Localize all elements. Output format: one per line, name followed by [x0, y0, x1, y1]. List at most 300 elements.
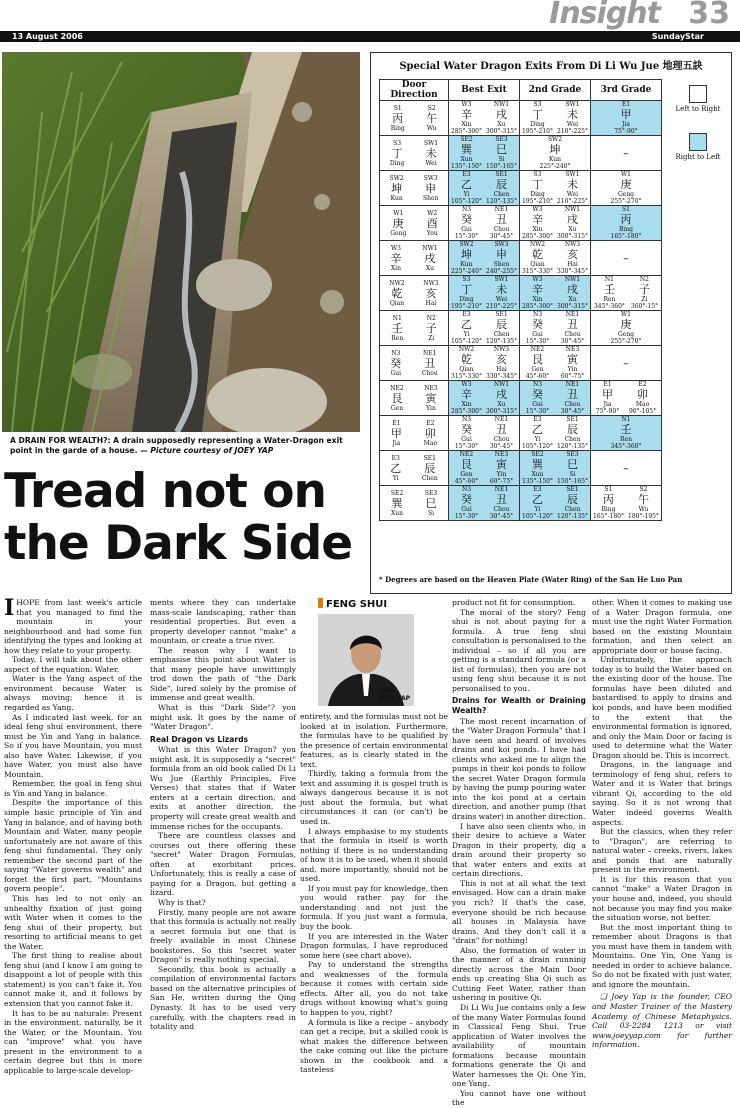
legend-rtl-label: Right to Left — [675, 153, 721, 161]
palace-character: 戌 — [496, 388, 507, 401]
cell-entries — [591, 416, 661, 450]
palace-entry — [623, 357, 629, 370]
table-cell-door — [380, 381, 449, 416]
palace-character: 丁 — [391, 146, 403, 160]
palace-pinyin: Yin — [426, 404, 436, 412]
article-column-2 — [150, 598, 296, 1032]
paragraph-text: other. When it comes to making use of a Water Dragon formula, one must use the right Water Formation based on the existing Mountain formation, and then select an appropriate door or house facing. — [592, 598, 732, 655]
palace-degrees: 120°-135° — [557, 443, 588, 450]
palace-pinyin: Gen — [531, 366, 544, 373]
palace-character: 壬 — [603, 283, 615, 296]
palace-degrees: 105°-120° — [522, 443, 553, 450]
palace-code: SW3 — [494, 241, 509, 248]
table-cell-third — [591, 171, 662, 206]
table-cell-third — [591, 136, 662, 171]
palace-character: 丑 — [424, 356, 436, 370]
cell-entries — [591, 171, 661, 205]
palace-entry — [522, 101, 553, 135]
palace-entry — [486, 311, 517, 345]
palace-character: 巽 — [532, 458, 543, 471]
cell-entries — [591, 357, 661, 370]
palace-code: N3 — [461, 416, 472, 423]
palace-entry — [390, 385, 403, 412]
palace-character: 午 — [426, 111, 438, 125]
palace-pinyin: Qian — [389, 299, 405, 307]
palace-pinyin: Zi — [641, 296, 648, 303]
cell-entries — [591, 381, 661, 415]
cell-entries — [591, 276, 661, 310]
palace-character: 乙 — [532, 423, 543, 436]
palace-degrees: 105°-120° — [522, 513, 553, 520]
table-row — [380, 101, 662, 136]
palace-code: W3 — [532, 276, 543, 283]
palace-degrees: 30°-45° — [489, 443, 514, 450]
palace-degrees: 15°-30° — [454, 513, 479, 520]
palace-code: SW1 — [565, 101, 580, 108]
paragraph-text: product not fit for consumption. — [452, 598, 576, 607]
palace-code: NE3 — [494, 451, 509, 458]
palace-degrees: 330°-345° — [557, 268, 588, 275]
headline — [4, 466, 364, 570]
palace-character: 卯 — [424, 426, 436, 440]
palace-pinyin: Chen — [564, 506, 581, 513]
palace-character: 庚 — [620, 318, 632, 331]
palace-pinyin: Jia — [622, 121, 630, 128]
legend-left-to-right — [663, 85, 733, 113]
palace-pinyin: Ren — [620, 436, 632, 443]
feng-shui-column-box — [318, 598, 418, 708]
palace-degrees: 150°-165° — [557, 478, 588, 485]
palace-degrees: 195°-210° — [522, 128, 553, 135]
table-cell-door — [380, 346, 449, 381]
palace-code: N3 — [461, 486, 472, 493]
palace-code: SE2 — [531, 451, 544, 458]
legend-swatch-blue — [689, 133, 707, 151]
palace-entry — [422, 350, 438, 377]
table-cell-second — [520, 381, 591, 416]
palace-character: 丙 — [392, 111, 404, 125]
palace-entry — [451, 136, 482, 170]
palace-code: SE1 — [495, 171, 508, 178]
palace-pinyin: Chen — [421, 474, 438, 482]
cell-entries — [591, 147, 661, 160]
paper-name: SundayStar — [651, 32, 704, 41]
table-cell-second — [520, 346, 591, 381]
header-third: 3rd Grade — [591, 80, 662, 101]
palace-entry — [486, 241, 517, 275]
palace-code: W1 — [621, 311, 631, 318]
palace-pinyin: Gui — [532, 331, 543, 338]
paragraph — [4, 1009, 142, 1076]
paragraph-text: The first thing to realise about feng shui (and I know I am going to disappoint a lot of people with this statement) is you can't fake it. You cannot make it, and it follows by extension that you cannot fake it. — [4, 951, 142, 1008]
palace-pinyin: Gui — [461, 436, 472, 443]
palace-character: 庚 — [392, 216, 404, 230]
palace-character: 丑 — [495, 493, 507, 506]
paragraph-text: Drains for Wealth or Draining Wealth? — [452, 696, 586, 716]
palace-pinyin: Wu — [638, 506, 649, 513]
palace-pinyin: Gen — [390, 404, 404, 412]
cell-entries — [520, 206, 590, 240]
headline-line-2: the Dark Side — [4, 516, 353, 571]
palace-degrees: 285°-300° — [451, 128, 482, 135]
palace-code: SE3 — [495, 136, 508, 143]
palace-code: NE1 — [423, 349, 437, 357]
palace-degrees: 75°-90° — [614, 128, 638, 135]
palace-degrees: 330°-345° — [486, 373, 517, 380]
legend-right-to-left — [663, 133, 733, 161]
paragraph — [300, 1018, 448, 1075]
table-row — [380, 486, 662, 521]
palace-character: 坤 — [549, 143, 561, 156]
palace-code: E2 — [426, 419, 435, 427]
palace-entry — [611, 206, 642, 240]
palace-pinyin: Gui — [461, 226, 472, 233]
palace-entry — [391, 420, 402, 447]
table-cell-door — [380, 276, 449, 311]
palace-entry — [561, 311, 584, 345]
palace-code: E1 — [621, 101, 631, 108]
table-cell-second — [520, 241, 591, 276]
paragraph-text: ments where they can undertake mass-scale landscaping, rather than residential properties. But even a property developer cannot "make" a mountain, or create a true river. — [150, 598, 296, 646]
palace-entry — [557, 451, 588, 485]
header-second: 2nd Grade — [520, 80, 591, 101]
palace-entry — [526, 346, 549, 380]
palace-pinyin: Hai — [425, 299, 437, 307]
paragraph — [150, 965, 296, 1032]
table-cell-third — [591, 416, 662, 451]
palace-character: 寅 — [495, 458, 507, 471]
palace-character: 甲 — [390, 426, 402, 440]
palace-character: 艮 — [391, 391, 403, 405]
article-column-1 — [4, 595, 142, 1075]
table-cell-best — [449, 381, 520, 416]
paragraph-text: The most recent incarnation of the "Water Dragon Formula" that I have seen and heard of involves drains and koi ponds. I have had clients who asked me to align the pumps in their koi ponds to follow the secret Water Dragon formula by having the pump pouring water into the koi pond at a certain direction, and another pump (that drains water) in another direction. — [452, 716, 586, 822]
paragraph-text: I always emphasise to my students that the formula in itself is worth nothing if there is no understanding of how it is to be used, when it should and, more importantly, should not be used. — [300, 826, 448, 884]
palace-entry — [561, 346, 584, 380]
palace-character: 戌 — [424, 251, 436, 265]
palace-code: SW1 — [494, 276, 509, 283]
palace-code: SE1 — [495, 311, 508, 318]
paragraph — [4, 894, 142, 951]
palace-character: 丁 — [461, 283, 472, 296]
palace-pinyin: Ding — [459, 296, 474, 303]
palace-code: SE2 — [460, 136, 473, 143]
palace-character: 辛 — [461, 108, 472, 121]
cell-entries — [380, 350, 448, 377]
palace-code: NE2 — [459, 451, 474, 458]
paragraph-text: What is this Water Dragon? you might ask. It is supposedly a "secret" formula from an old book called Di Li Wu Jue (Earthly Principles, Five Verses) that states that if Water enters at a certain direction, and exits at another direction, the property will create great wealth and immense riches for the occupants. — [150, 745, 296, 831]
palace-pinyin: Xu — [568, 296, 577, 303]
cell-entries — [449, 416, 519, 450]
palace-character: 辰 — [567, 423, 578, 436]
palace-code: NW1 — [493, 101, 510, 108]
palace-entry — [631, 276, 658, 310]
palace-code: N1 — [621, 416, 631, 423]
palace-pinyin: Yi — [463, 191, 470, 198]
palace-degrees: 285°-300° — [522, 233, 553, 240]
cell-entries — [380, 280, 448, 307]
palace-entry — [390, 350, 401, 377]
cell-entries — [380, 490, 448, 517]
cell-entries — [591, 311, 661, 345]
palace-pinyin: Ren — [391, 334, 404, 342]
palace-degrees: 150°-165° — [486, 163, 517, 170]
paragraph — [4, 779, 142, 798]
author-name: JOEY YAP — [379, 695, 410, 702]
palace-pinyin: Wei — [425, 159, 437, 167]
palace-character: 寅 — [566, 353, 578, 366]
palace-code: SE1 — [566, 416, 579, 423]
palace-character: 壬 — [620, 423, 632, 436]
palace-degrees: 195°-210° — [522, 198, 553, 205]
cell-entries — [520, 136, 590, 170]
paragraph-text: ❏ Joey Yap is the founder, CEO and Master Trainer of the Mastery Academy of Chinese Metaphysics. Call 03-2284 1213 or visit www.joeyyap.com for further information. — [592, 992, 732, 1050]
palace-pinyin: Chen — [564, 436, 581, 443]
table-cell-best — [449, 136, 520, 171]
palace-entry — [522, 451, 553, 485]
palace-character: 卯 — [637, 388, 649, 401]
cell-entries — [380, 455, 448, 482]
palace-entry — [391, 315, 403, 342]
table-cell-door — [380, 416, 449, 451]
palace-code: SE3 — [424, 489, 438, 497]
header-door: Door Direction — [380, 80, 449, 101]
paragraph-text: You cannot have one without the — [452, 1088, 586, 1108]
palace-entry — [426, 105, 437, 132]
palace-character: 乾 — [391, 286, 403, 300]
paragraph-text: Unfortunately, the approach today is to build the Water based on the existing door of the house. The formulas have been diluted and bastardised to apply to drains and koi ponds, and have been modified to the extent that the environmental formation is ignored, and only the Main Door or facing is used to determine what the Water Dragon should be. This is incorrect. — [592, 655, 732, 760]
palace-code: S3 — [393, 139, 402, 147]
water-dragon-table — [379, 79, 662, 521]
palace-pinyin: Yi — [534, 506, 541, 513]
palace-character: 戌 — [567, 213, 578, 226]
paragraph-text: Thirdly, taking a formula from the text and assuming it is gospel truth is always dangerous because it is not just about the formula, but what circumstances it can (or can't) be used in. — [300, 769, 448, 827]
table-cell-best — [449, 416, 520, 451]
palace-entry — [557, 171, 588, 205]
palace-character: 丁 — [532, 108, 543, 121]
palace-entry — [390, 245, 401, 272]
palace-entry — [424, 420, 437, 447]
palace-degrees: 15°-30° — [525, 338, 550, 345]
palace-code: NE1 — [565, 311, 580, 318]
palace-character: 丑 — [566, 318, 578, 331]
cell-entries — [449, 311, 519, 345]
table-cell-third — [591, 451, 662, 486]
palace-character: 未 — [567, 108, 578, 121]
palace-pinyin: Yi — [534, 436, 541, 443]
palace-code: S3 — [533, 171, 542, 178]
palace-degrees: 255°-270° — [610, 338, 642, 345]
palace-degrees: 225°-240° — [451, 268, 482, 275]
palace-code: S3 — [462, 276, 471, 283]
palace-entry — [629, 381, 656, 415]
cell-entries — [520, 241, 590, 275]
palace-code: NW1 — [493, 381, 510, 388]
legend-swatch-white — [689, 85, 707, 103]
palace-pinyin: Jia — [392, 439, 401, 447]
cell-entries — [520, 101, 590, 135]
photo-caption — [10, 436, 360, 456]
palace-entry — [486, 381, 517, 415]
water-dragon-chart — [370, 52, 732, 594]
palace-entry — [526, 311, 549, 345]
paragraph — [452, 946, 586, 1003]
palace-code: SE1 — [566, 486, 579, 493]
table-cell-door — [380, 171, 449, 206]
paragraph-text: But the most important thing to remember about Dragons is that you must have them in tandem with Mountains. One Yin, One Yang is needed in order to achieve balance. So do not be fixated with just water, and ignore the mountain. — [592, 922, 732, 989]
palace-pinyin: Mao — [635, 401, 650, 408]
palace-code: NE2 — [530, 346, 545, 353]
table-cell-second — [520, 451, 591, 486]
palace-pinyin: Wei — [495, 296, 508, 303]
palace-entry — [424, 385, 437, 412]
cell-entries — [520, 311, 590, 345]
palace-entry — [593, 486, 624, 520]
cell-entries — [380, 175, 448, 202]
paragraph-text: As I indicated last week, for an ideal feng shui environment, there must be Yin and Yang in balance. So if you have Mountain, you must also have Water. Likewise, if you have Water, you must also have Mountain. — [4, 712, 142, 779]
palace-pinyin: Zi — [428, 334, 435, 342]
palace-character: 申 — [496, 248, 507, 261]
table-row — [380, 136, 662, 171]
cell-entries — [520, 416, 590, 450]
palace-character: 戌 — [567, 283, 578, 296]
palace-degrees: 210°-225° — [486, 303, 517, 310]
table-cell-door — [380, 451, 449, 486]
palace-pinyin: Xin — [532, 296, 543, 303]
palace-character: 癸 — [460, 213, 472, 226]
cell-entries — [380, 140, 448, 167]
palace-entry — [422, 245, 437, 272]
palace-code: SW2 — [389, 174, 404, 182]
paragraph-text: Why is that? — [158, 897, 206, 907]
palace-pinyin: Si — [427, 509, 435, 517]
palace-pinyin: Gui — [390, 369, 402, 377]
palace-degrees: 15°-30° — [454, 443, 479, 450]
paragraph — [4, 951, 142, 1008]
palace-pinyin: Ren — [603, 296, 616, 303]
table-cell-third — [591, 486, 662, 521]
palace-pinyin: Chou — [421, 369, 438, 377]
table-cell-door — [380, 311, 449, 346]
palace-code: SE2 — [390, 489, 404, 497]
palace-code: NW2 — [529, 241, 546, 248]
palace-code: NE3 — [424, 384, 438, 392]
cell-entries — [380, 245, 448, 272]
palace-entry — [390, 175, 404, 202]
legend-ltr-label: Left to Right — [675, 105, 721, 113]
palace-degrees: 60°-75° — [560, 373, 585, 380]
palace-code: N2 — [639, 276, 649, 283]
table-row — [380, 451, 662, 486]
palace-degrees: 135°-150° — [522, 478, 553, 485]
paragraph-text: Today, I will talk about the other aspect of the equation: Water. — [4, 655, 142, 674]
paragraph-text: This has led to not only an unhealthy fixation of just going with Water when it comes to the feng shui of their property, but resorting to artificial means to get the Water. — [4, 893, 142, 951]
paragraph-text: It is for this reason that you cannot "make" a Water Dragon in your house and, indeed, you should not because you may find you make the situation worse, not better. — [592, 874, 732, 923]
palace-pinyin: Wu — [426, 124, 437, 132]
palace-code: N3 — [391, 349, 401, 357]
palace-entry — [455, 486, 478, 520]
palace-character: 辛 — [532, 213, 543, 226]
palace-pinyin: Ding — [389, 159, 405, 167]
table-row — [380, 206, 662, 241]
palace-code: NW2 — [389, 279, 405, 287]
palace-code: W1 — [393, 209, 404, 217]
palace-entry — [623, 462, 629, 475]
cell-entries — [520, 486, 590, 520]
palace-entry — [426, 315, 437, 342]
palace-character: 辰 — [496, 178, 507, 191]
palace-entry — [561, 381, 584, 415]
palace-degrees: 165°-180° — [610, 233, 642, 240]
cell-entries — [591, 206, 661, 240]
chart-title: Special Water Dragon Exits From Di Li Wu Jue 地理五訣 — [399, 61, 703, 72]
palace-degrees: 315°-330° — [451, 373, 482, 380]
article-column-5 — [592, 598, 732, 1050]
palace-code: NW1 — [564, 276, 581, 283]
palace-code: E3 — [462, 311, 471, 318]
table-row — [380, 171, 662, 206]
palace-pinyin: Hai — [567, 261, 578, 268]
table-row — [380, 241, 662, 276]
palace-code: W1 — [621, 171, 631, 178]
cell-entries — [591, 252, 661, 265]
paragraph — [150, 703, 296, 732]
cell-entries — [449, 101, 519, 135]
palace-pinyin: Kun — [390, 194, 403, 202]
palace-degrees: 75°-90° — [595, 408, 620, 415]
issue-date: 13 August 2006 — [12, 32, 83, 41]
palace-character: 甲 — [620, 108, 632, 121]
palace-entry — [455, 416, 478, 450]
table-cell-best — [449, 241, 520, 276]
paragraph — [592, 875, 732, 923]
palace-pinyin: Geng — [390, 229, 407, 237]
palace-degrees: 240°-255° — [486, 268, 517, 275]
palace-character: – — [623, 146, 629, 160]
palace-character: 癸 — [460, 493, 472, 506]
paragraph-text: Despite the importance of this simple basic principle of Yin and Yang in balance, and of having both Mountain and Water, many people unfortunately are not aware of this feng shui fundamental. They only remember the second part of the saying "Water governs wealth" and forget the first part, "Mountains govern people". — [4, 798, 142, 894]
palace-code: S2 — [639, 486, 648, 493]
paragraph-text: The moral of the story? Feng shui is not about paying for a formula. A true feng shui consultation is personalised to the individual – so if all you are getting is a standard formula (or a list of formulas), then you are not using feng shui because it is not personalised to you. — [452, 607, 586, 693]
paragraph — [150, 831, 296, 898]
palace-code: E3 — [533, 416, 542, 423]
palace-pinyin: Chou — [493, 506, 510, 513]
palace-character: 乾 — [461, 353, 472, 366]
with-label: With — [379, 688, 396, 695]
palace-character: 午 — [638, 493, 649, 506]
column-label-text: FENG SHUI — [326, 599, 388, 610]
palace-code: E3 — [391, 454, 400, 462]
palace-entry — [540, 136, 571, 170]
palace-pinyin: Yin — [496, 471, 507, 478]
palace-entry — [390, 140, 404, 167]
palace-character: 乙 — [461, 178, 472, 191]
palace-pinyin: Bing — [618, 226, 634, 233]
table-cell-second — [520, 136, 591, 171]
palace-degrees: 300°-315° — [557, 303, 588, 310]
paragraph-text: Dragons, in the language and terminology of feng shui, refers to Water and it is Water that brings vibrant Qi, according to the old saying. So it is not wrong that Water indeed governs Wealth aspects. — [592, 760, 732, 827]
palace-code: NE1 — [494, 206, 509, 213]
palace-entry — [614, 101, 637, 135]
palace-code: N3 — [461, 206, 472, 213]
palace-code: NE1 — [494, 486, 509, 493]
palace-entry — [557, 206, 588, 240]
palace-entry — [522, 276, 553, 310]
palace-pinyin: Ding — [530, 121, 545, 128]
paragraph — [452, 608, 586, 694]
table-cell-second — [520, 171, 591, 206]
palace-pinyin: Yi — [392, 474, 399, 482]
